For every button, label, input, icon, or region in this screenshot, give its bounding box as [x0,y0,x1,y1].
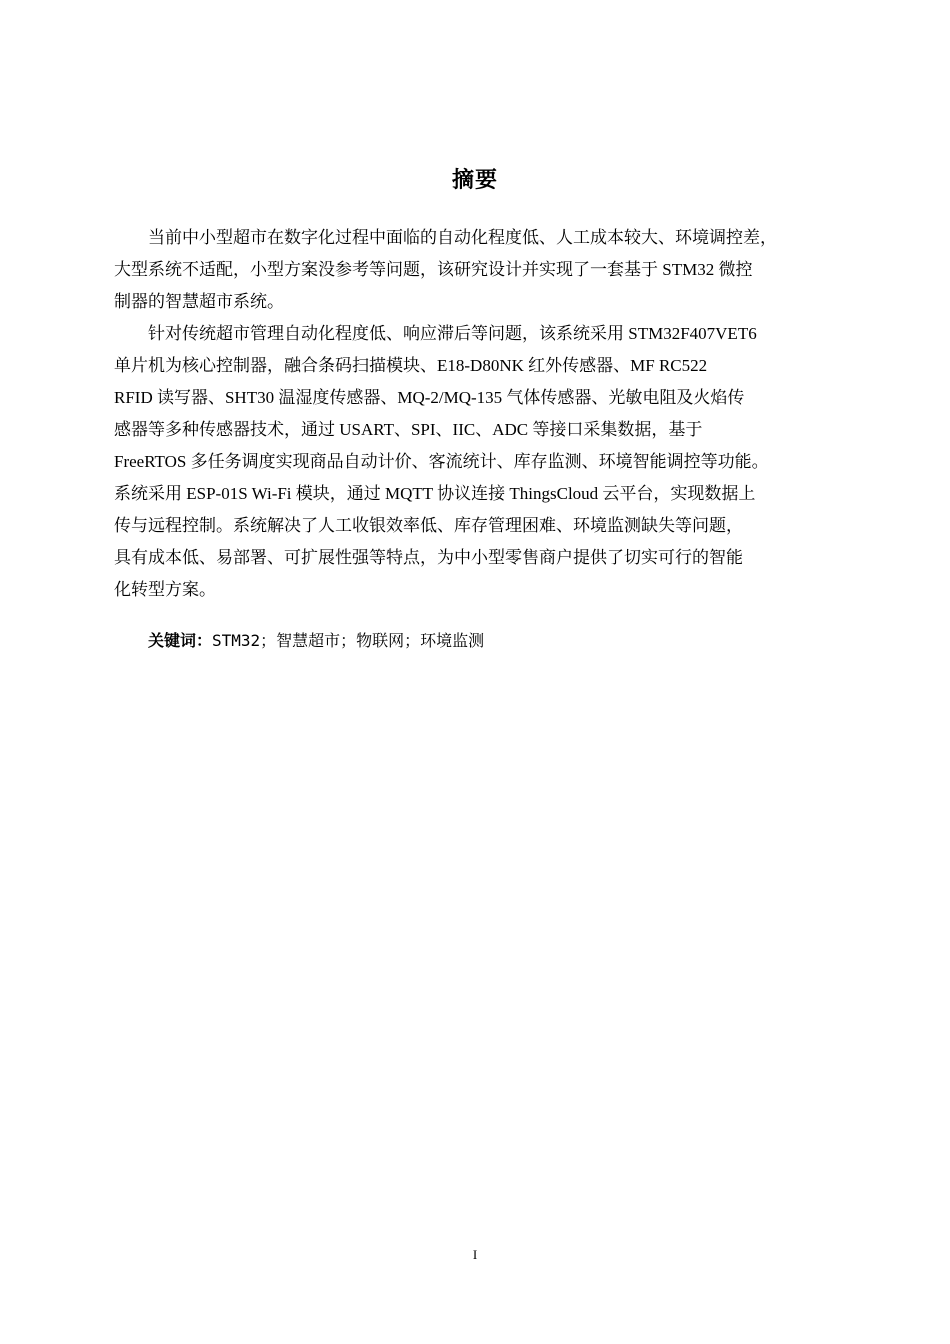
paragraph-2-line-8: 具有成本低、易部署、可扩展性强等特点，为中小型零售商户提供了切实可行的智能 [114,548,743,567]
keywords-label: 关键词： [148,631,213,650]
paragraph-2-line-1: 针对传统超市管理自动化程度低、响应滞后等问题，该系统采用 STM32F407VET6 [148,324,757,343]
paragraph-1-line-2: 大型系统不适配，小型方案没参考等问题，该研究设计并实现了一套基于 STM32 微控 [114,260,753,279]
paragraph-2-line-2: 单片机为核心控制器，融合条码扫描模块、E18-D80NK 红外传感器、MF RC522 [114,356,708,375]
paragraph-2-line-4: 感器等多种传感器技术，通过 USART、SPI、IIC、ADC 等接口采集数据，基于 [114,420,703,439]
keywords-line [148,626,484,657]
paragraph-2-line-7: 传与远程控制。系统解决了人工收银效率低、库存管理困难、环境监测缺失等问题， [114,516,743,535]
paragraph-2-line-9: 化转型方案。 [114,580,216,599]
paragraph-1-line-3: 制器的智慧超市系统。 [114,292,284,311]
keywords-text: STM32；智慧超市；物联网；环境监测 [212,631,485,650]
paragraph-2-line-3: RFID 读写器、SHT30 温湿度传感器、MQ-2/MQ-135 气体传感器、光敏电阻及火焰传 [114,388,745,407]
paragraph-2-line-6: 系统采用 ESP-01S Wi-Fi 模块，通过 MQTT 协议连接 ThingsCloud 云平台，实现数据上 [114,484,756,503]
abstract-body [114,222,854,606]
page-number: I [472,1247,478,1262]
abstract-title: 摘要 [451,168,498,193]
paragraph-1-line-1: 当前中小型超市在数字化过程中面临的自动化程度低、人工成本较大、环境调控差， [148,228,777,247]
paragraph-2-line-5: FreeRTOS 多任务调度实现商品自动计价、客流统计、库存监测、环境智能调控等功能。 [114,452,769,471]
